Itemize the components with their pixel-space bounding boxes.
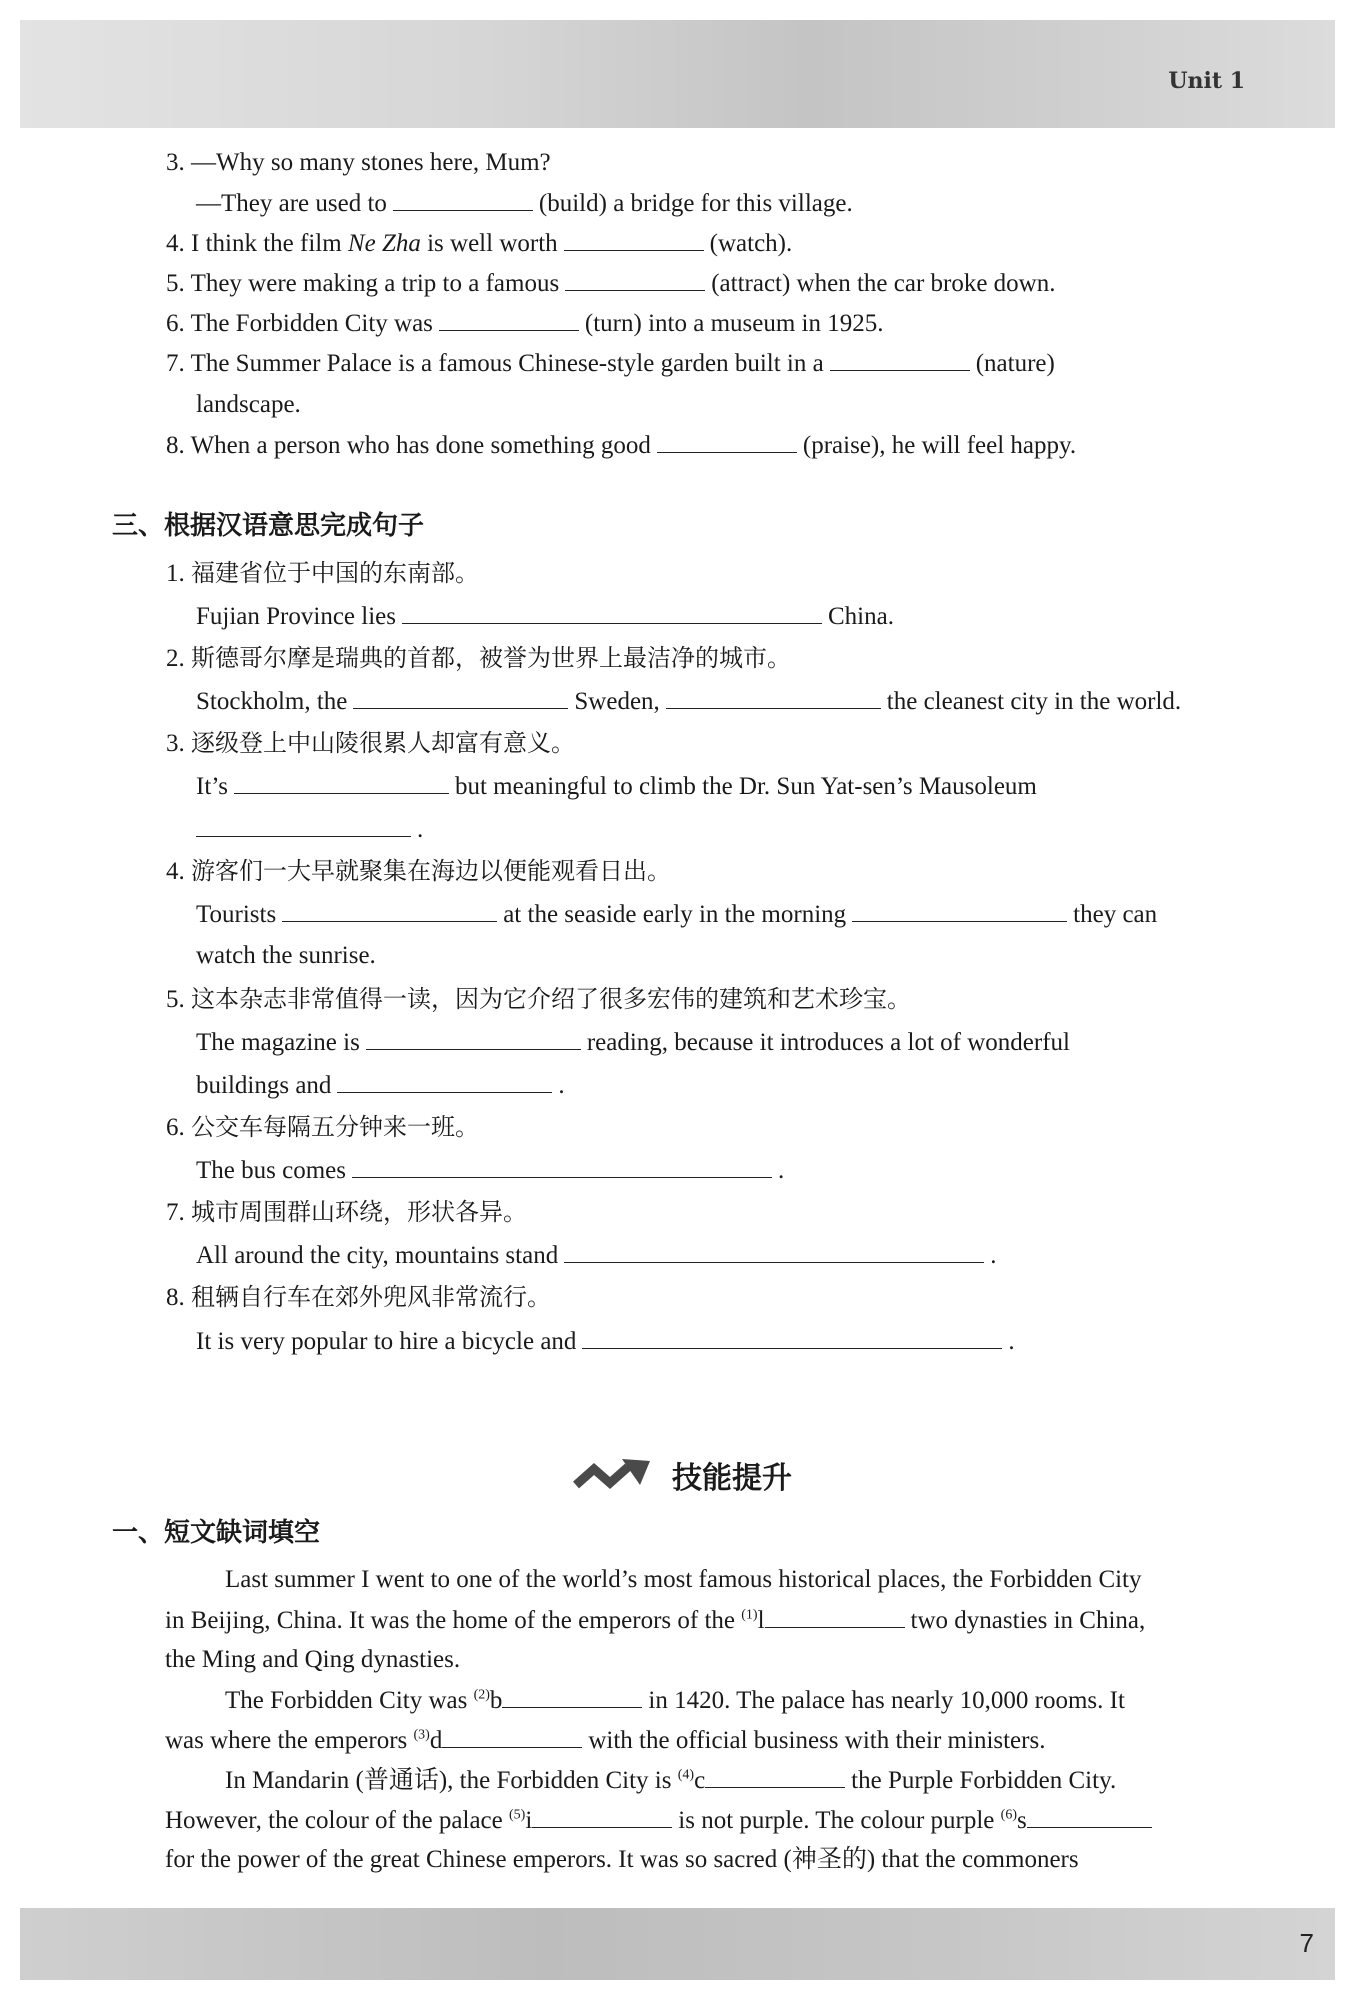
- exercise-item-continued: landscape.: [196, 391, 301, 418]
- cn-prompt: 8. 租辆自行车在郊外兜风非常流行。: [166, 1283, 551, 1311]
- footer-band: [20, 1908, 1335, 1980]
- cn-prompt: 3. 逐级登上中山陵很累人却富有意义。: [166, 729, 575, 757]
- cn-prompt: 1. 福建省位于中国的东南部。: [166, 559, 479, 587]
- skills-title: 技能提升: [672, 1461, 792, 1496]
- passage-line: The Forbidden City was $^{(2)}$b in 1420. The palace has nearly 10,000 rooms. It: [225, 1687, 1125, 1714]
- en-sentence-continued: .: [196, 814, 423, 845]
- passage-line: in Beijing, China. It was the home of the emperors of the $^{(1)}$l two dynasties in China,: [165, 1607, 1146, 1634]
- answer-blank[interactable]: [393, 188, 533, 211]
- en-sentence-continued: buildings and .: [196, 1072, 565, 1099]
- answer-blank[interactable]: [666, 686, 881, 709]
- passage-line: the Ming and Qing dynasties.: [165, 1646, 461, 1673]
- cn-prompt: 4. 游客们一大早就聚集在海边以便能观看日出。: [166, 857, 671, 885]
- answer-blank[interactable]: [282, 899, 497, 922]
- page-number: 7: [1299, 1928, 1314, 1958]
- exercise-item: 8. When a person who has done something good (praise), he will feel happy.: [166, 432, 1077, 459]
- passage-line: In Mandarin (普通话), the Forbidden City is $^{(4)}$c the Purple Forbidden City.: [225, 1767, 1117, 1794]
- exercise-item: —They are used to (build) a bridge for this village.: [196, 190, 853, 217]
- cloze-blank[interactable]: [705, 1765, 845, 1788]
- answer-blank[interactable]: [196, 814, 411, 837]
- exercise-item: 4. I think the film Ne Zha is well worth (watch).: [166, 230, 793, 257]
- cn-prompt: 5. 这本杂志非常值得一读，因为它介绍了很多宏伟的建筑和艺术珍宝。: [166, 985, 911, 1013]
- answer-blank[interactable]: [657, 430, 797, 453]
- section-title: 一、短文缺词填空: [112, 1518, 321, 1548]
- cloze-blank[interactable]: [1027, 1805, 1152, 1828]
- answer-blank[interactable]: [402, 601, 822, 624]
- exercise-item: 5. They were making a trip to a famous (attract) when the car broke down.: [166, 270, 1056, 297]
- answer-blank[interactable]: [234, 771, 449, 794]
- answer-blank[interactable]: [337, 1070, 552, 1093]
- en-sentence: Tourists at the seaside early in the morning they can: [196, 901, 1158, 928]
- exercise-item: 7. The Summer Palace is a famous Chinese-style garden built in a (nature): [166, 350, 1055, 377]
- answer-blank[interactable]: [582, 1326, 1002, 1349]
- answer-blank[interactable]: [366, 1027, 581, 1050]
- cloze-blank[interactable]: [442, 1725, 582, 1748]
- answer-blank[interactable]: [439, 308, 579, 331]
- answer-blank[interactable]: [352, 1155, 772, 1178]
- cloze-blank[interactable]: [502, 1685, 642, 1708]
- en-sentence: The bus comes .: [196, 1157, 785, 1184]
- passage-line: was where the emperors $^{(3)}$d with the official business with their ministers.: [165, 1727, 1046, 1754]
- skills-heading: [570, 1453, 792, 1497]
- en-sentence: The magazine is reading, because it introduces a lot of wonderful: [196, 1029, 1070, 1056]
- cn-prompt: 6. 公交车每隔五分钟来一班。: [166, 1113, 479, 1141]
- en-sentence: Fujian Province lies China.: [196, 603, 894, 630]
- trend-arrow-icon: [570, 1455, 654, 1495]
- passage-line: for the power of the great Chinese emperors. It was so sacred (神圣的) that the commoners: [165, 1846, 1079, 1873]
- en-sentence: Stockholm, the Sweden, the cleanest city in the world.: [196, 688, 1182, 715]
- cloze-blank[interactable]: [532, 1805, 672, 1828]
- answer-blank[interactable]: [353, 686, 568, 709]
- en-sentence: It’s but meaningful to climb the Dr. Sun Yat-sen’s Mausoleum: [196, 773, 1037, 800]
- exercise-item: 3. —Why so many stones here, Mum?: [166, 149, 551, 176]
- cloze-blank[interactable]: [765, 1605, 905, 1628]
- answer-blank[interactable]: [852, 899, 1067, 922]
- section-title: 三、根据汉语意思完成句子: [112, 511, 425, 541]
- passage-line: However, the colour of the palace $^{(5)}$i is not purple. The colour purple $^{(6)}$s: [165, 1805, 1158, 1836]
- answer-blank[interactable]: [830, 348, 970, 371]
- unit-label: Unit 1: [1168, 68, 1245, 94]
- en-sentence: All around the city, mountains stand .: [196, 1242, 997, 1269]
- exercise-item: 6. The Forbidden City was (turn) into a museum in 1925.: [166, 310, 884, 337]
- answer-blank[interactable]: [565, 268, 705, 291]
- cn-prompt: 2. 斯德哥尔摩是瑞典的首都，被誉为世界上最洁净的城市。: [166, 644, 791, 672]
- en-sentence: It is very popular to hire a bicycle and .: [196, 1328, 1015, 1355]
- en-sentence-continued: watch the sunrise.: [196, 942, 376, 969]
- passage-line: Last summer I went to one of the world’s most famous historical places, the Forbidden City: [225, 1566, 1142, 1593]
- cn-prompt: 7. 城市周围群山环绕，形状各异。: [166, 1198, 527, 1226]
- answer-blank[interactable]: [564, 228, 704, 251]
- answer-blank[interactable]: [564, 1240, 984, 1263]
